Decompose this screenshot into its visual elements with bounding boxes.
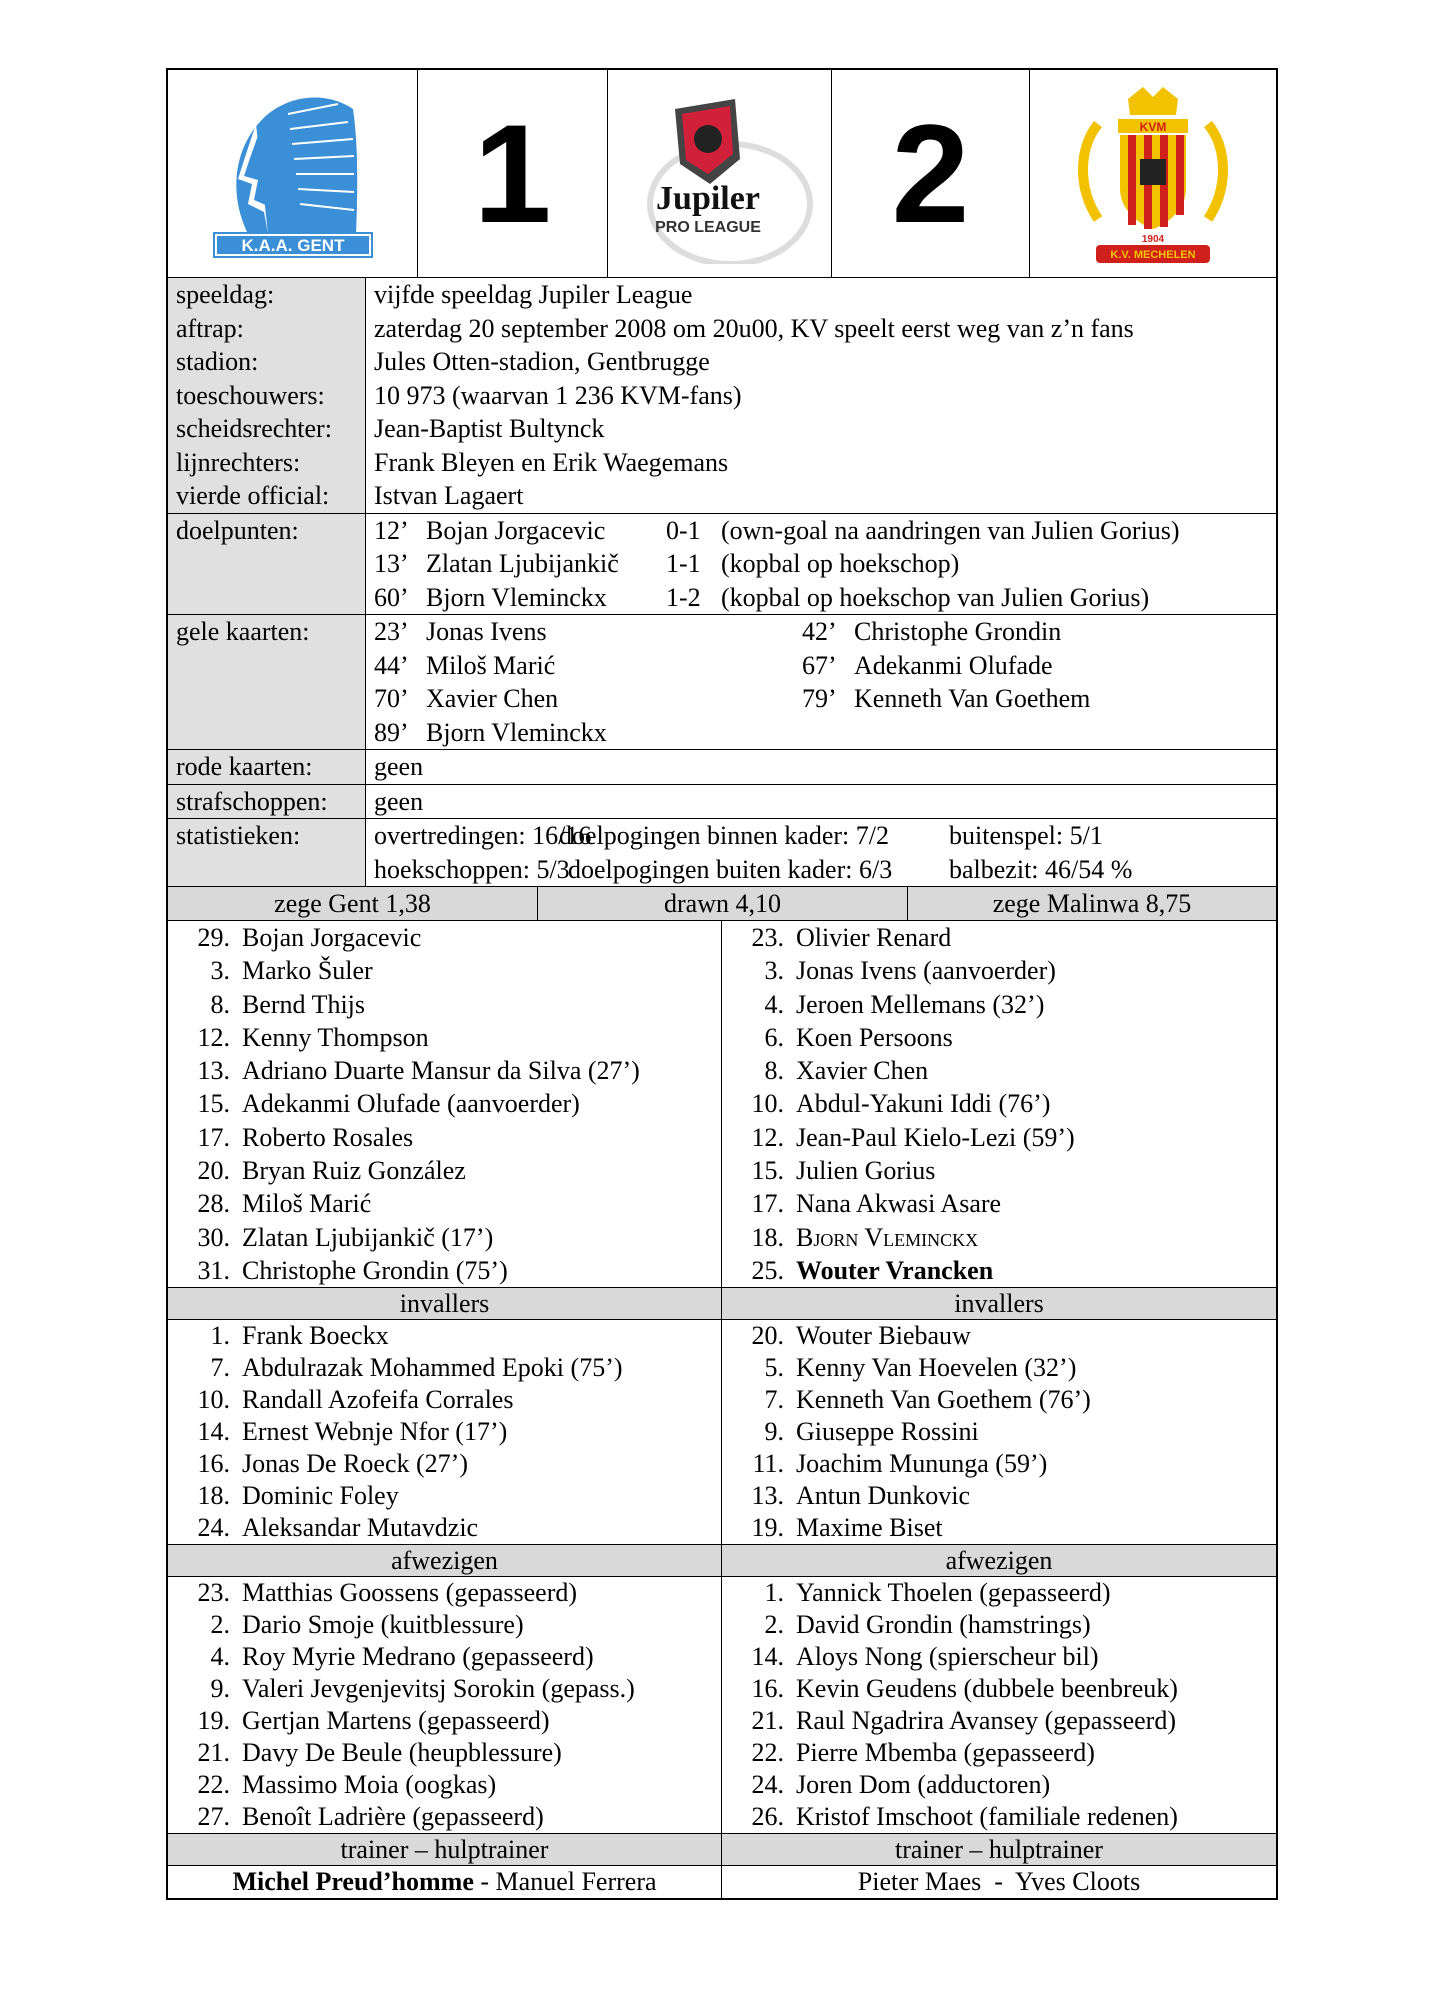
svg-text:1904: 1904 [1141, 233, 1165, 245]
substitutes [168, 1320, 1276, 1544]
player-row: 3. Marko Šuler [210, 956, 373, 986]
assistant-coach-home: Manuel Ferrera [495, 1867, 657, 1897]
trainer-home: Michel Preud’homme - Manuel Ferrera [168, 1866, 722, 1898]
player-row: 15. Julien Gorius [751, 1156, 936, 1186]
general-info [168, 278, 1276, 514]
starting-lineups [168, 921, 1276, 1287]
player-row: 8. Bernd Thijs [210, 989, 366, 1019]
player-row: 23. Matthias Goossens (gepasseerd) [197, 1578, 578, 1608]
player-row: 14. Aloys Nong (spierscheur bil) [751, 1642, 1099, 1672]
lineup-away [722, 921, 1276, 1287]
subs-home [168, 1320, 722, 1544]
odds-away: zege Malinwa 8,75 [992, 889, 1192, 918]
player-row: 12. Jean-Paul Kielo-Lezi (59’) [751, 1122, 1075, 1152]
penalties-section [168, 785, 1276, 820]
info-label: scheidsrechter: [176, 414, 332, 443]
info-value: 10 973 (waarvan 1 236 KVM-fans) [374, 380, 742, 410]
info-value: vijfde speeldag Jupiler League [374, 280, 693, 309]
player-row: 10. Abdul-Yakuni Iddi (76’) [751, 1089, 1051, 1119]
subs-header [168, 1287, 1276, 1320]
player-row: 10. Randall Azofeifa Corrales [197, 1385, 514, 1415]
info-label: speeldag: [176, 280, 275, 309]
player-row: 4. Jeroen Mellemans (32’) [764, 989, 1045, 1019]
info-label: stadion: [176, 347, 259, 376]
info-value: Frank Bleyen en Erik Waegemans [374, 447, 729, 477]
stat-fouls: overtredingen: 16/16 [374, 821, 592, 850]
player-row: 5. Kenny Van Hoevelen (32’) [764, 1353, 1077, 1383]
svg-text:K.V. MECHELEN: K.V. MECHELEN [1110, 248, 1196, 261]
player-row: 13. Antun Dunkovic [751, 1481, 971, 1511]
player-row: 27. Benoît Ladrière (gepasseerd) [197, 1802, 544, 1832]
gent-logo-icon [208, 84, 378, 264]
player-row: 7. Kenneth Van Goethem (76’) [764, 1385, 1091, 1415]
odds-home: zege Gent 1,38 [168, 887, 538, 920]
player-row: 21. Davy De Beule (heupblessure) [197, 1738, 562, 1768]
info-value: Jean-Baptist Bultynck [374, 414, 605, 443]
info-value: Jules Otten-stadion, Gentbrugge [374, 347, 710, 376]
yellow-cards-section [168, 615, 1276, 750]
svg-text:K.A.A. GENT: K.A.A. GENT [241, 235, 344, 255]
player-row: 3. Jonas Ivens (aanvoerder) [764, 956, 1056, 986]
player-row: 21. Raul Ngadrira Avansey (gepasseerd) [751, 1706, 1176, 1736]
player-row: 7. Abdulrazak Mohammed Epoki (75’) [210, 1353, 623, 1383]
yellow-card-row: 23’ Jonas Ivens [374, 617, 547, 646]
svg-text:Jupiler: Jupiler [655, 179, 760, 217]
odds-draw: drawn 4,10 [538, 887, 908, 920]
stat-offside: buitenspel: 5/1 [949, 821, 1103, 850]
svg-text:KVM: KVM [1139, 119, 1167, 134]
player-row: 11. Joachim Mununga (59’) [752, 1449, 1048, 1479]
player-row: 29. Bojan Jorgacevic [197, 923, 422, 952]
home-score: 1 [418, 70, 608, 277]
statistics-section [168, 819, 1276, 887]
yellow-card-row: 44’ Miloš Marić [374, 650, 556, 680]
trainers [168, 1866, 1276, 1898]
player-row: 2. Dario Smoje (kuitblessure) [210, 1610, 524, 1640]
player-row: 20. Bryan Ruiz González [197, 1156, 466, 1186]
player-row: 18. Dominic Foley [197, 1481, 399, 1511]
away-score: 2 [832, 70, 1030, 277]
player-row: 26. Kristof Imschoot (familiale redenen) [751, 1802, 1178, 1832]
trainer-label-home: trainer – hulptrainer [168, 1834, 722, 1865]
player-row: 20. Wouter Biebauw [751, 1321, 971, 1351]
goal-row: 12’ Bojan Jorgacevic 0-1 (own-goal na aandringen van Julien Gorius) [374, 515, 1180, 545]
kvm-logo-icon [1068, 79, 1238, 269]
away-logo [1030, 70, 1276, 277]
absent-label-home: afwezigen [168, 1545, 722, 1576]
info-label: aftrap: [176, 313, 244, 343]
penalties-label: strafschoppen: [176, 786, 328, 816]
player-row: 17. Nana Akwasi Asare [751, 1189, 1002, 1219]
player-row: 9. Valeri Jevgenjevitsj Sorokin (gepass.) [210, 1674, 635, 1704]
stat-on-target: doelpogingen binnen kader: 7/2 [559, 821, 889, 850]
player-row: 9. Giuseppe Rossini [764, 1417, 979, 1447]
yellow-card-row: 70’ Xavier Chen [374, 684, 559, 713]
player-row: 25. Wouter Vrancken [751, 1255, 994, 1285]
player-row: 23. Olivier Renard [751, 923, 952, 952]
league-logo [608, 70, 832, 277]
absentees [168, 1577, 1276, 1833]
yellow-card-row: 42’ Christophe Grondin [802, 617, 1062, 646]
stat-possession: balbezit: 46/54 % [949, 854, 1133, 884]
info-value: zaterdag 20 september 2008 om 20u00, KV speelt eerst weg van z’n fans [374, 313, 1134, 343]
penalties-value: geen [374, 786, 424, 816]
player-row: 2. David Grondin (hamstrings) [764, 1610, 1091, 1640]
home-logo [168, 70, 418, 277]
score-header [168, 70, 1276, 278]
player-row: 1. Frank Boeckx [210, 1321, 389, 1351]
player-row: 24. Aleksandar Mutavdzic [197, 1513, 479, 1543]
statistics-label: statistieken: [176, 821, 301, 850]
red-cards-label: rode kaarten: [176, 752, 313, 781]
head-coach-away: Pieter Maes [857, 1867, 982, 1897]
player-row: 15. Adekanmi Olufade (aanvoerder) [197, 1089, 580, 1119]
absent-label-away: afwezigen [945, 1546, 1053, 1576]
yellow-card-row: 67’ Adekanmi Olufade [802, 650, 1053, 680]
yellow-card-row: 89’ Bjorn Vleminckx [374, 717, 607, 747]
absent-away [722, 1577, 1276, 1833]
stat-corners: hoekschoppen: 5/3 [374, 854, 570, 884]
subs-label-home: invallers [168, 1288, 722, 1319]
betting-odds [168, 887, 1276, 921]
player-row: 22. Massimo Moia (oogkas) [197, 1770, 497, 1800]
info-value: Istvan Lagaert [374, 481, 524, 510]
info-label: vierde official: [176, 481, 330, 510]
svg-text:PRO LEAGUE: PRO LEAGUE [654, 218, 761, 236]
match-report-sheet [166, 68, 1278, 1900]
subs-away [722, 1320, 1276, 1544]
yellow-cards-label: gele kaarten: [176, 617, 310, 646]
absent-home [168, 1577, 722, 1833]
goal-row: 60’ Bjorn Vleminckx 1-2 (kopbal op hoekschop van Julien Gorius) [374, 582, 1150, 612]
player-row: 19. Gertjan Martens (gepasseerd) [197, 1706, 550, 1736]
goals-label: doelpunten: [176, 515, 299, 545]
player-row: 1. Yannick Thoelen (gepasseerd) [764, 1578, 1111, 1608]
player-row: 16. Jonas De Roeck (27’) [197, 1449, 468, 1479]
player-row: 8. Xavier Chen [764, 1056, 929, 1086]
trainer-away: Pieter Maes - Yves Cloots [857, 1867, 1141, 1897]
goals-section [168, 514, 1276, 616]
goal-row: 13’ Zlatan Ljubijankič 1-1 (kopbal op hoekschop) [374, 549, 960, 578]
player-row: 28. Miloš Marić [197, 1189, 372, 1219]
trainer-header [168, 1833, 1276, 1866]
player-row: 14. Ernest Webnje Nfor (17’) [197, 1417, 508, 1447]
player-row: 6. Koen Persoons [764, 1022, 953, 1052]
player-row: 30. Zlatan Ljubijankič (17’) [197, 1222, 494, 1252]
player-row: 19. Maxime Biset [751, 1513, 943, 1543]
lineup-home [168, 921, 722, 1287]
player-row: 13. Adriano Duarte Mansur da Silva (27’) [197, 1056, 640, 1086]
info-label: toeschouwers: [176, 380, 325, 410]
stat-off-target: doelpogingen buiten kader: 6/3 [568, 854, 893, 884]
head-coach-home: Michel Preud’homme [232, 1867, 474, 1897]
subs-label-away: invallers [954, 1289, 1044, 1319]
info-label: lijnrechters: [176, 447, 301, 477]
player-row: 4. Roy Myrie Medrano (gepasseerd) [210, 1642, 594, 1672]
player-row: 24. Joren Dom (adductoren) [751, 1770, 1051, 1800]
player-row: 22. Pierre Mbemba (gepasseerd) [751, 1738, 1095, 1768]
absent-header [168, 1544, 1276, 1577]
red-cards-section [168, 750, 1276, 785]
assistant-coach-away: Yves Cloots [1014, 1867, 1141, 1897]
player-row: 16. Kevin Geudens (dubbele beenbreuk) [751, 1674, 1178, 1704]
player-row: 17. Roberto Rosales [197, 1122, 414, 1152]
player-row: 12. Kenny Thompson [197, 1022, 429, 1052]
red-cards-value: geen [374, 752, 424, 781]
trainer-label-away: trainer – hulptrainer [895, 1835, 1103, 1865]
yellow-card-row: 79’ Kenneth Van Goethem [802, 684, 1091, 713]
jupiler-logo-icon [620, 84, 820, 264]
player-row: 18. Bjorn Vleminckx [751, 1222, 979, 1252]
player-row: 31. Christophe Grondin (75’) [197, 1255, 508, 1285]
